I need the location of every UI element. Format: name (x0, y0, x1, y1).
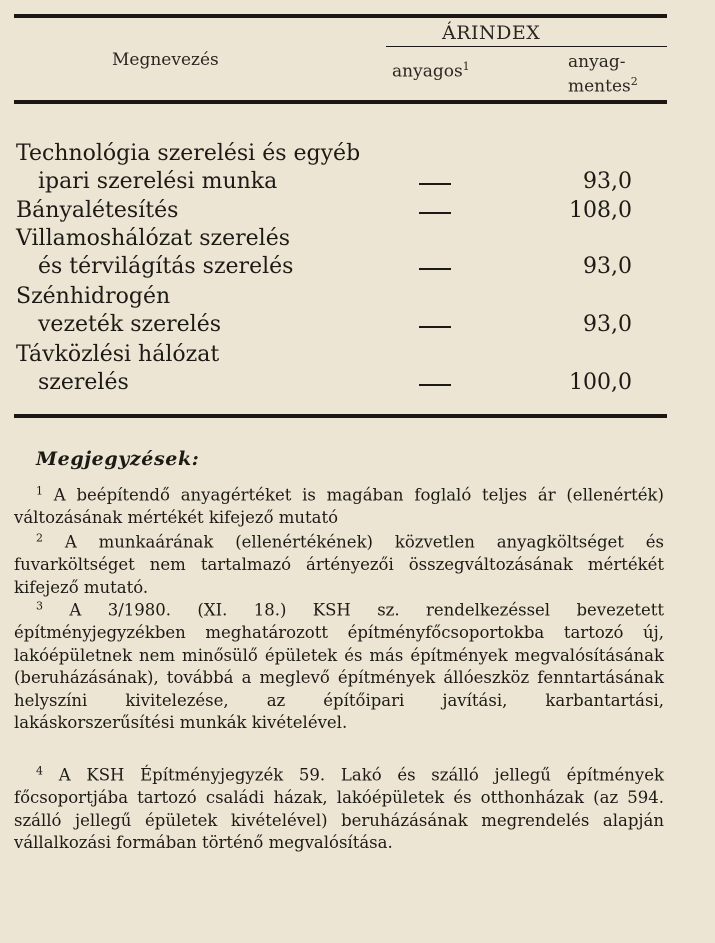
footnote-marker: 3 (36, 599, 43, 612)
footnote-marker: 1 (36, 484, 43, 497)
row-name-line: vezeték szerelés (38, 312, 222, 337)
table-row (0, 341, 715, 425)
row-name-line: Szénhidrogén (16, 284, 171, 309)
row-anyagmentes-value: 93,0 (583, 312, 632, 337)
footnote-marker: 4 (36, 764, 43, 777)
row-name (16, 341, 219, 397)
column-header-name: Megnevezés (112, 50, 219, 70)
row-name-line: ipari szerelési munka (38, 169, 278, 194)
footnote (14, 760, 664, 855)
footnote-text: A munkaárának (ellenértékének) közvetlen anyagköltséget és fuvarköltséget nem tartalmazó ártényezői összegváltozásának mértékét kifejező mutató. (14, 532, 664, 597)
row-anyagmentes-value: 108,0 (569, 198, 632, 223)
footnote-text: A 3/1980. (XI. 18.) KSH sz. rendelkezéssel bevezetett építményjegyzékben meghatározott építményfőcsoportokba tartozó új, lakóépületnek nem minősülő épületek és más építmények megvalósításának (beruházásának), továbbá a meglevő építmények állóeszköz fenntartásának helyszíni kivitelezése, az építőipari javítási, karbantartási, lakáskorszerűsítési munkák kivételével. (14, 600, 664, 732)
row-anyagmentes-value: 93,0 (583, 254, 632, 279)
footnote (14, 595, 664, 735)
row-name-line: és térvilágítás szerelés (38, 254, 294, 279)
table-top-rule (14, 14, 667, 18)
row-name (16, 197, 178, 225)
row-name (16, 225, 293, 281)
row-anyagos-dash (419, 183, 451, 185)
table-bottom-rule (14, 414, 667, 418)
row-name (16, 140, 360, 196)
row-name-line: Villamoshálózat szerelés (16, 226, 291, 251)
row-name (16, 283, 221, 339)
row-anyagmentes-value: 93,0 (583, 169, 632, 194)
footnote-marker: 2 (36, 531, 43, 544)
row-anyagos-dash (419, 268, 451, 270)
footnote (14, 480, 664, 530)
column-header-anyagos: anyagos$^1$ (392, 60, 470, 82)
footnote-text: A KSH Építményjegyzék 59. Lakó és szálló jellegű építmények főcsoportjába tartozó családi házak, lakóépületek és otthonházak (az 594. szálló jellegű épületek kivételével) beruházásának megrendelés alapján vállalkozási formában történő megvalósítása. (14, 765, 664, 852)
header-group-underline (386, 46, 667, 47)
header-bottom-rule (14, 100, 667, 104)
row-anyagos-dash (419, 212, 451, 214)
row-name-line: Bányalétesítés (16, 198, 179, 223)
footnote-text: A beépítendő anyagértéket is magában foglaló teljes ár (ellenérték) változásának mértékét kifejező mutató (14, 485, 664, 527)
row-name-line: Technológia szerelési és egyéb (16, 141, 361, 166)
column-group-header: ÁRINDEX (442, 22, 541, 44)
row-name-line: szerelés (38, 370, 129, 395)
footnote (14, 527, 664, 599)
row-anyagos-dash (419, 326, 451, 328)
row-name-line: Távközlési hálózat (16, 342, 220, 367)
column-header-anyagmentes: anyag- mentes$^2$ (568, 52, 638, 97)
row-anyagos-dash (419, 384, 451, 386)
row-anyagmentes-value: 100,0 (569, 370, 632, 395)
notes-title: Megjegyzések: (36, 448, 200, 470)
